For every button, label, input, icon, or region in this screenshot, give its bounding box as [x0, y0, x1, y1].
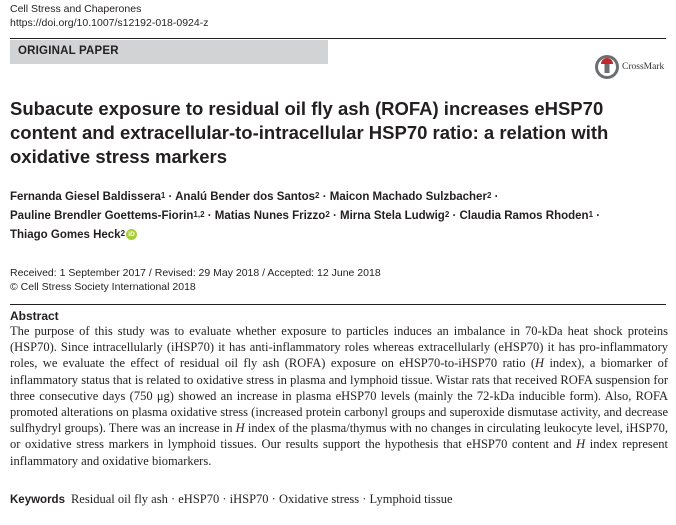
author-affiliation: 2 [325, 210, 330, 219]
author-affiliation: 2 [444, 210, 450, 219]
abstract-text: The purpose of this study was to evaluate whether exposure to particles induces an imbalance in 70-kDa heat shock proteins (HSP70). Since intracellularly (iHSP70) it has anti-inflammatory roles whereas extracellularly (eHSP70) it has pro-inflammatory roles, we evaluate the effect of residual oil fly ash (ROFA) exposure on eHSP70-to-iHSP70 ratio (H index), a biomarker of inflammatory status that is related to oxidative stress in plasma and lymphoid tissue. Wistar rats that received ROFA suspension for three consecutive days (750 μg) showed an increase in plasma eHSP70 levels (mainly the 72-kDa inducible form). Also, ROFA promoted alterations on plasma oxidative stress (increased protein carbonyl groups and superoxide dismutase activity, and decrease sulfhydryl groups). There was an increase in H index of the plasma/thymus with no changes in circulating leukocyte level, iHSP70, or oxidative stress markers in lymphoid tissues. Our results support the hypothesis that eHSP70 content and H index represent inflammatory and oxidative biomarkers. [10, 324, 669, 468]
article-title: Subacute exposure to residual oil fly ash (ROFA) increases eHSP70 content and extracellular-to-intracellular HSP70 ratio: a relation with oxidative stress markers [10, 98, 609, 167]
header-rule [10, 38, 666, 39]
author-affiliation: 1 [160, 191, 166, 200]
doi-link[interactable]: https://doi.org/10.1007/s12192-018-0924-z [10, 17, 209, 29]
author-name[interactable]: Thiago Gomes Heck [10, 229, 121, 241]
author-list: Fernanda Giesel Baldissera$^1$ · Analú Bender dos Santos$^2$ · Maicon Machado Sulzbacher$^2$ · Pauline Brendler Goettems-Fiorin$^{1,2}$ · Matias Nunes Frizzo$^2$ · Mirna Stela Ludwig$^2$ · Claudia Ramos Rhoden$^1$ · Thiago Gomes Heck$^2$ iD [10, 191, 601, 241]
article-dates: Received: 1 September 2017 / Revised: 29 May 2018 / Accepted: 12 June 2018 [10, 267, 381, 279]
keywords-label: Keywords [10, 494, 65, 506]
section-banner [10, 40, 328, 64]
author-affiliation: 1,2 [193, 210, 205, 219]
author-name[interactable]: Maicon Machado Sulzbacher [329, 191, 487, 203]
author-affiliation: 1 [588, 210, 594, 219]
author-name[interactable]: Matias Nunes Frizzo [214, 210, 326, 222]
author-affiliation: 2 [315, 191, 320, 200]
abstract-heading: Abstract [10, 309, 59, 323]
author-name[interactable]: Fernanda Giesel Baldissera [10, 191, 161, 203]
crossmark-badge[interactable] [594, 54, 666, 82]
section-label: ORIGINAL PAPER [18, 45, 119, 57]
crossmark-icon [594, 54, 620, 80]
author-name[interactable]: Claudia Ramos Rhoden [459, 210, 589, 222]
orcid-icon[interactable]: iD [126, 229, 137, 240]
author-affiliation: 2 [486, 191, 492, 200]
author-affiliation: 2 [120, 229, 126, 238]
copyright-notice: © Cell Stress Society International 2018 [10, 281, 196, 293]
journal-name: Cell Stress and Chaperones [10, 3, 142, 15]
keywords-text: Residual oil fly ash · eHSP70 · iHSP70 · Oxidative stress · Lymphoid tissue [70, 492, 453, 506]
abstract-rule [10, 304, 666, 305]
crossmark-label: CrossMark [622, 62, 665, 72]
author-name[interactable]: Analú Bender dos Santos [175, 191, 316, 203]
author-name[interactable]: Pauline Brendler Goettems-Fiorin [10, 210, 194, 222]
keywords-line [10, 492, 453, 507]
author-name[interactable]: Mirna Stela Ludwig [340, 210, 445, 222]
